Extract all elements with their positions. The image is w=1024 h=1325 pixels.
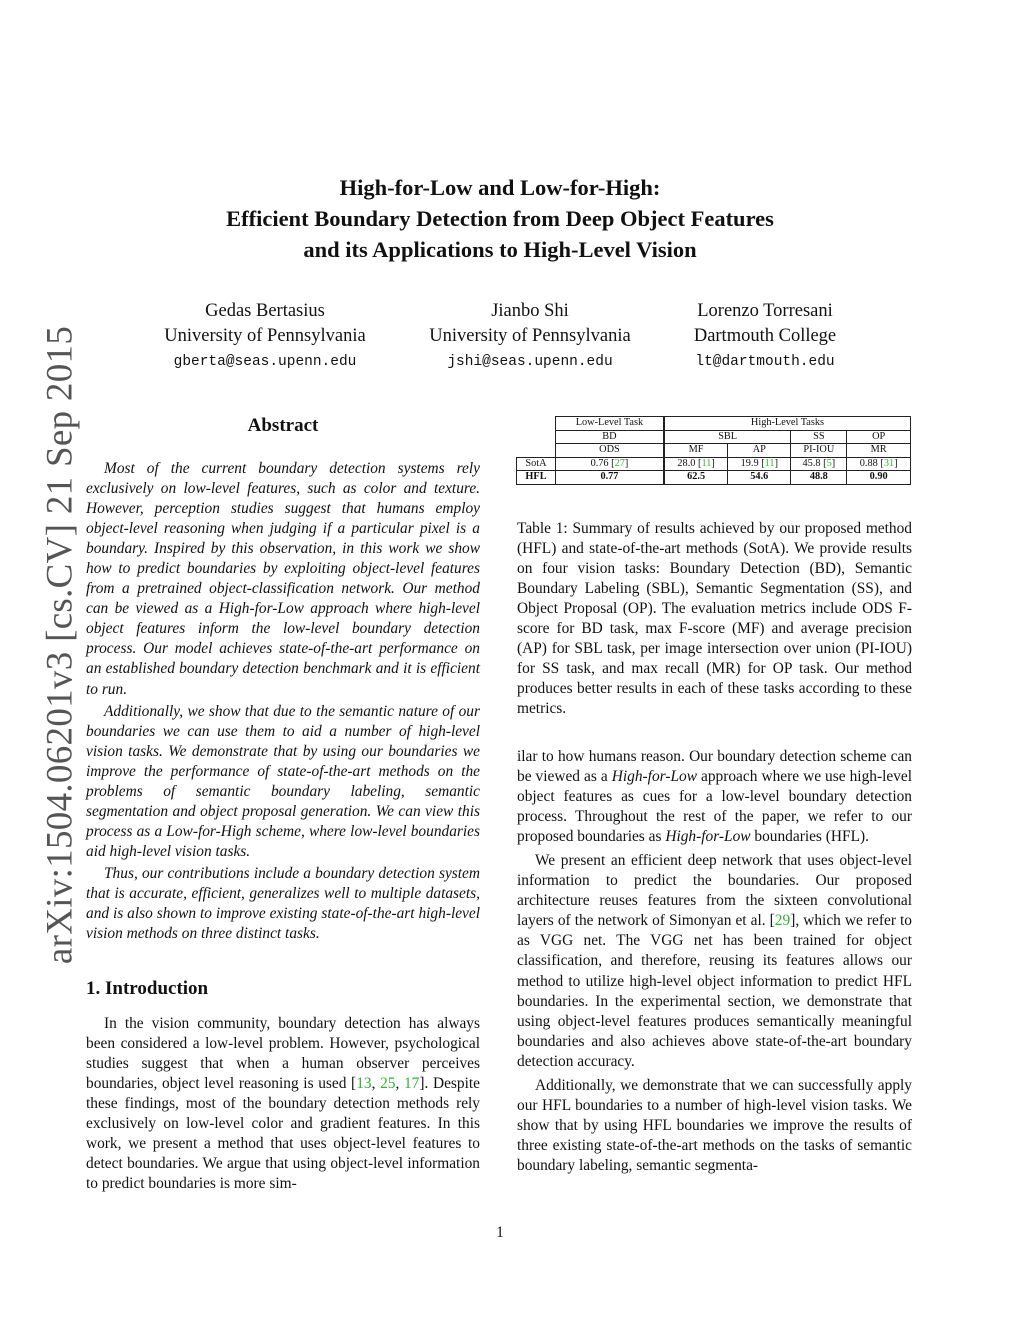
abstract-body (86, 459, 480, 946)
citation-link[interactable]: 13 (356, 1075, 372, 1093)
author-email: lt@dartmouth.edu (695, 354, 835, 370)
intro-paragraph (86, 1014, 480, 1194)
value: 45.8 (802, 457, 821, 469)
table-task: SS (791, 430, 847, 444)
text: We present an efficient deep network that uses object-level information to predict the boundaries. Our proposed architecture reuses features from the sixteen convolutional layers of the network of Simonyan et al. [ (517, 852, 912, 930)
table-cell (517, 417, 556, 431)
right-column-body (517, 747, 912, 1180)
table-header-low: Low-Level Task (555, 417, 664, 431)
author-email: jshi@seas.upenn.edu (447, 354, 613, 370)
paragraph (517, 851, 912, 1072)
paragraph (517, 747, 912, 847)
citation-link[interactable]: 5 (826, 457, 832, 469)
text: , (371, 1075, 381, 1093)
title-line-2: Efficient Boundary Detection from Deep Object Features (226, 206, 774, 231)
value: 19.9 (740, 457, 759, 469)
table-task: SBL (664, 430, 791, 444)
table-metric: MF (664, 444, 728, 458)
introduction-body (86, 1014, 480, 1194)
author-1 (160, 299, 370, 375)
table-header-high: High-Level Tasks (664, 417, 911, 431)
table-cell: 54.6 (728, 471, 791, 485)
table-metric: MR (847, 444, 911, 458)
title-line-1: High-for-Low and Low-for-High: (339, 175, 661, 200)
author-email: gberta@seas.upenn.edu (173, 354, 357, 370)
table-metric: PI-IOU (791, 444, 847, 458)
author-2 (425, 299, 635, 375)
author-affiliation: Dartmouth College (693, 326, 837, 346)
author-name: Lorenzo Torresani (697, 301, 833, 321)
citation-link[interactable]: 27 (614, 457, 625, 469)
text: boundaries (HFL). (750, 828, 869, 846)
table-cell: 19.9 [11] (728, 457, 791, 471)
emphasis: High-for-Low (665, 828, 751, 846)
text: ilar to how humans reason. Our boundary detection scheme can be viewed as a (517, 748, 912, 786)
table-cell: 0.77 (555, 471, 664, 485)
citation-link[interactable]: 29 (774, 912, 791, 930)
table-caption: Table 1: Summary of results achieved by our proposed method (HFL) and state-of-the-art methods (SotA). We provide results on four vision tasks: Boundary Detection (BD), Semantic Boundary Labeling (SBL), Semantic Segmentation (SS), and Object Proposal (OP). The evaluation metrics include ODS F-score for BD task, max F-score (MF) and average precision (AP) for SBL task, per image intersection over union (PI-IOU) for SS task, and max recall (MR) for OP task. Our method produces better results in each of these tasks according to these metrics. (517, 520, 912, 718)
table-cell: 0.90 (847, 471, 911, 485)
abstract-heading: Abstract (247, 415, 319, 436)
table-cell: 0.76 [27] (555, 457, 664, 471)
table-metric: AP (728, 444, 791, 458)
text: In the vision community, boundary detection has always been considered a low-level problem. However, psychological studies suggest that when a human observer perceives boundaries, object level reasoning is used [ (86, 1015, 480, 1093)
abstract-paragraph: Thus, our contributions include a boundary detection system that is accurate, efficient, generalizes well to multiple datasets, and is also shown to improve existing state-of-the-art high-level vision methods on three distinct tasks. (86, 864, 480, 943)
author-affiliation: University of Pennsylvania (429, 326, 631, 346)
table-row-sota (517, 457, 911, 471)
value: 28.0 (677, 457, 696, 469)
text: ], which we refer to as VGG net. The VGG net has been trained for object classification, and therefore, reusing its features allows our method to utilize high-level object information to predict HFL boundaries. In the experimental section, we demonstrate that using object-level features produces semantically meaningful boundaries and also achieves above state-of-the-art boundary detection accuracy. (517, 912, 913, 1070)
paragraph: Additionally, we demonstrate that we can successfully apply our HFL boundaries to a number of high-level vision tasks. We show that by using HFL boundaries we improve the results of three existing state-of-the-art methods on the tasks of semantic boundary labeling, semantic segmenta- (517, 1076, 912, 1174)
author-name: Gedas Bertasius (205, 301, 325, 321)
author-3 (675, 299, 855, 375)
citation-link[interactable]: 11 (764, 457, 775, 469)
table-cell: 28.0 [11] (664, 457, 728, 471)
citation-link[interactable]: 11 (701, 457, 712, 469)
section-heading-introduction: 1. Introduction (86, 978, 209, 999)
table-cell: 0.88 [31] (847, 457, 911, 471)
table-row-hfl (517, 471, 911, 485)
table-cell: 45.8 [5] (791, 457, 847, 471)
citation-link[interactable]: 31 (883, 457, 895, 469)
table-cell: 48.8 (791, 471, 847, 485)
value: 0.76 (590, 457, 609, 469)
arxiv-stamp: arXiv:1504.06201v3 [cs.CV] 21 Sep 2015 (39, 325, 81, 965)
author-name: Jianbo Shi (491, 301, 569, 321)
paper-title (100, 172, 900, 265)
row-label: HFL (517, 471, 556, 485)
row-label: SotA (517, 457, 556, 471)
author-affiliation: University of Pennsylvania (164, 326, 366, 346)
abstract-paragraph: Additionally, we show that due to the semantic nature of our boundaries we can use them to aid a number of high-level vision tasks. We demonstrate that by using our boundaries we improve the performance of state-of-the-art methods on the problems of semantic boundary labeling, semantic segmentation and object proposal generation. We can view this process as a Low-for-High scheme, where low-level boundaries aid high-level vision tasks. (86, 702, 480, 860)
title-line-3: and its Applications to High-Level Vision (303, 237, 697, 262)
table-task: BD (555, 430, 664, 444)
abstract-paragraph: Most of the current boundary detection systems rely exclusively on low-level features, such as color and texture. However, perception studies suggest that humans employ object-level reasoning when judging if a particular pixel is a boundary. Inspired by this observation, in this work we show how to predict boundaries by exploiting object-level features from a pretrained object-classification network. Our method can be viewed as a High-for-Low approach where high-level object features inform the low-level boundary detection process. Our model achieves state-of-the-art performance on an established boundary detection benchmark and it is efficient to run. (86, 460, 480, 698)
citation-link[interactable]: 25 (380, 1075, 396, 1093)
results-table (516, 416, 911, 485)
value: 0.88 (859, 457, 878, 469)
text: approach where we use high-level object features as cues for a low-level boundary detection process. Throughout the rest of the paper, we refer to our proposed boundaries as (517, 768, 913, 846)
table-cell: 62.5 (664, 471, 728, 485)
text: ]. Despite these findings, most of the boundary detection methods rely exclusively on low-level color and gradient features. In this work, we present a method that uses object-level features to detect boundaries. We argue that using object-level information to predict boundaries is more sim- (86, 1075, 480, 1193)
text: , (395, 1075, 404, 1093)
citation-link[interactable]: 17 (403, 1075, 420, 1093)
table-task: OP (847, 430, 911, 444)
table-cell (517, 430, 556, 444)
table-metric: ODS (555, 444, 664, 458)
table-cell (517, 444, 556, 458)
emphasis: High-for-Low (611, 768, 697, 786)
page-number: 1 (496, 1224, 504, 1241)
